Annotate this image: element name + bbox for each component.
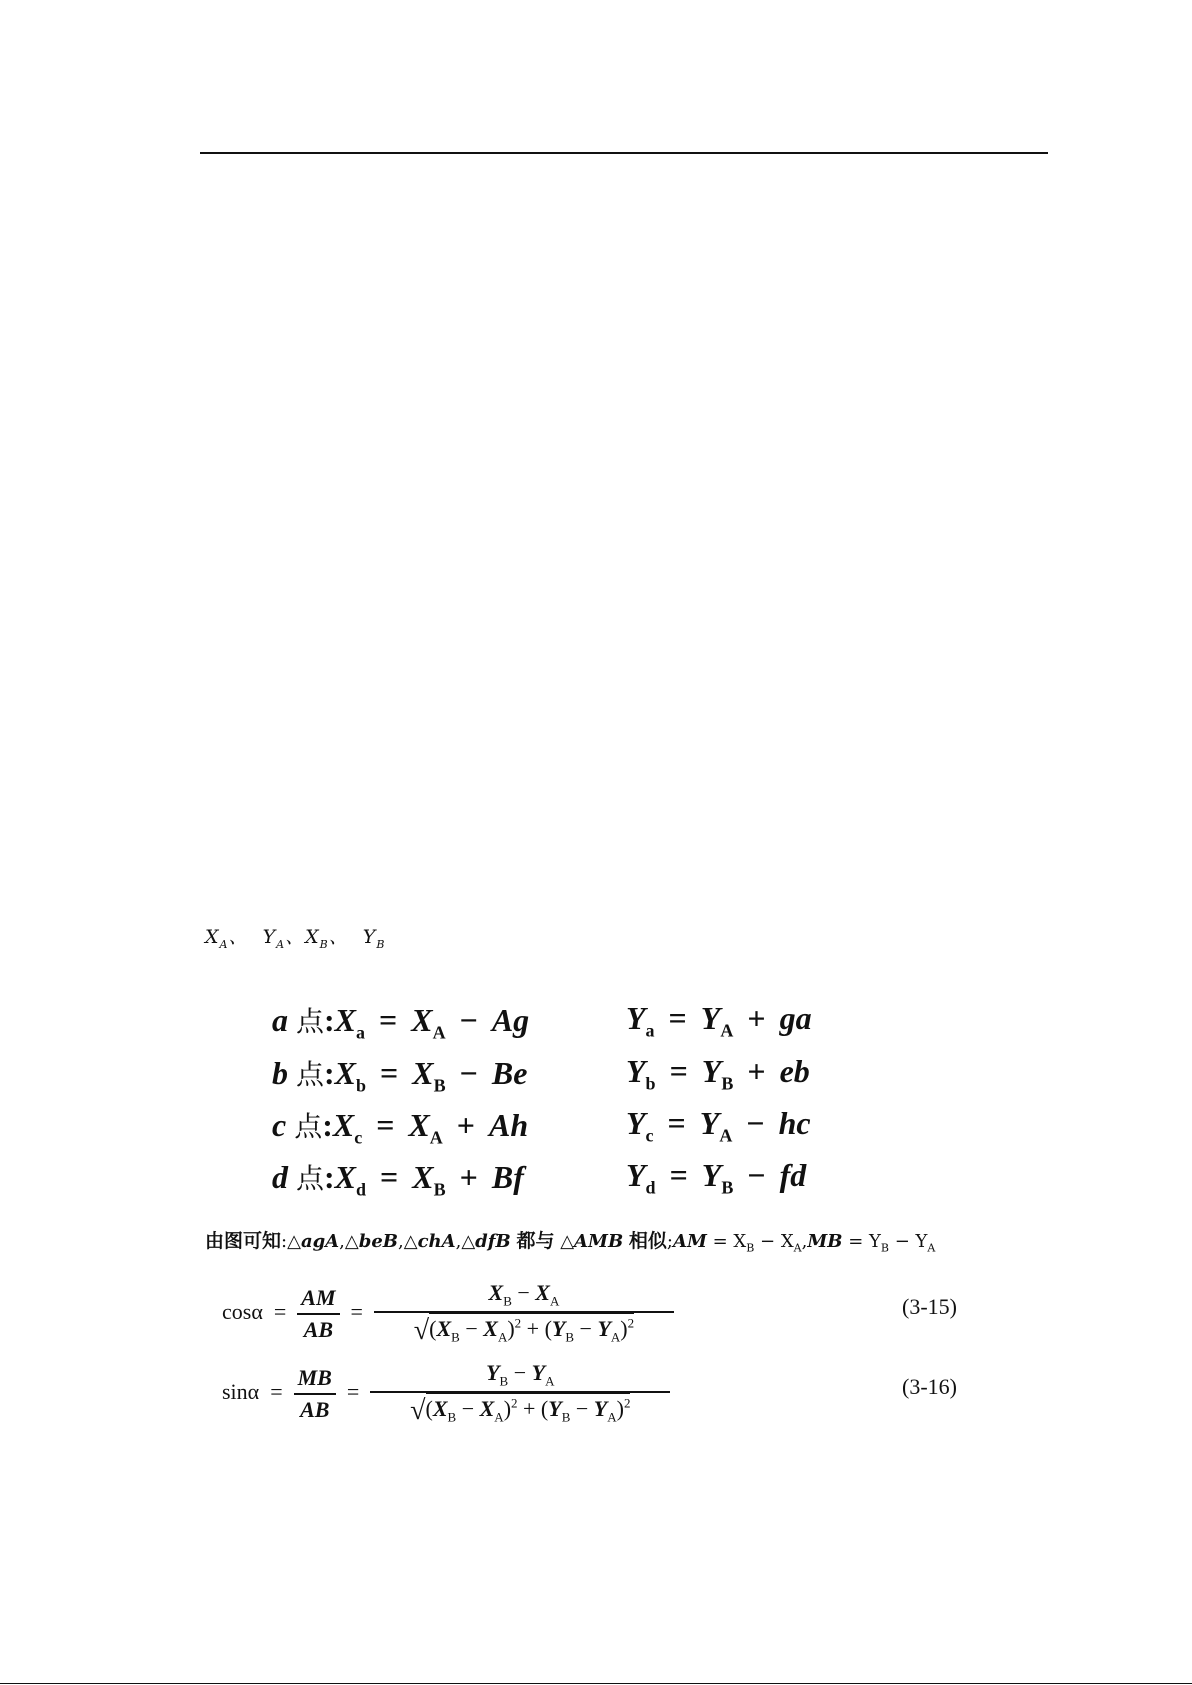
equation-row-b-y: $Y_b = Y_B$ + eb — [626, 1053, 810, 1094]
equation-row-b: b 点$:X_b = X_B - Be$ — [272, 1055, 528, 1096]
equation-row-a: a 点$:X_a = X_A - Ag$ — [272, 1002, 530, 1043]
header-rule — [200, 152, 1048, 154]
equation-row-d: d 点$:X_d = X_B + Bf$ — [272, 1159, 524, 1200]
equation-row-c-y: $Y_c = Y_A$ − hc — [626, 1105, 811, 1146]
similarity-statement: 由图可知:△agA,△beB,△chA,△dfB 都与 △AMB 相似;AM = $X_B - X_A,MB = Y_B - Y_A$ — [205, 1230, 936, 1255]
footer-rule — [0, 1683, 1192, 1684]
equation-number-3-15: (3-15) — [902, 1294, 957, 1319]
formula-sin: sinα = $\frac{MB}{AB}$ = $\frac{Y_B - Y_A}{√(X_B - X_A)^2 + (Y_B - Y_A)^2}$ — [222, 1360, 670, 1427]
equation-row-c: c 点$:X_c = X_A + Ah$ — [272, 1107, 529, 1148]
equation-row-d-y: $Y_d = Y_B$ − fd — [626, 1157, 807, 1198]
coordinate-symbols: $X_A$、 $Y_A$、$X_B$、 $Y_B$ — [205, 926, 386, 951]
formula-cos: cosα = $\frac{AM}{AB}$ = $\frac{X_B - X_A}{√(X_B - X_A)^2 + (Y_B - Y_A)^2}$ — [222, 1280, 674, 1347]
equation-number-3-16: (3-16) — [902, 1374, 957, 1399]
equation-row-a-y: $Y_a = Y_A$ + ga — [626, 1000, 812, 1041]
